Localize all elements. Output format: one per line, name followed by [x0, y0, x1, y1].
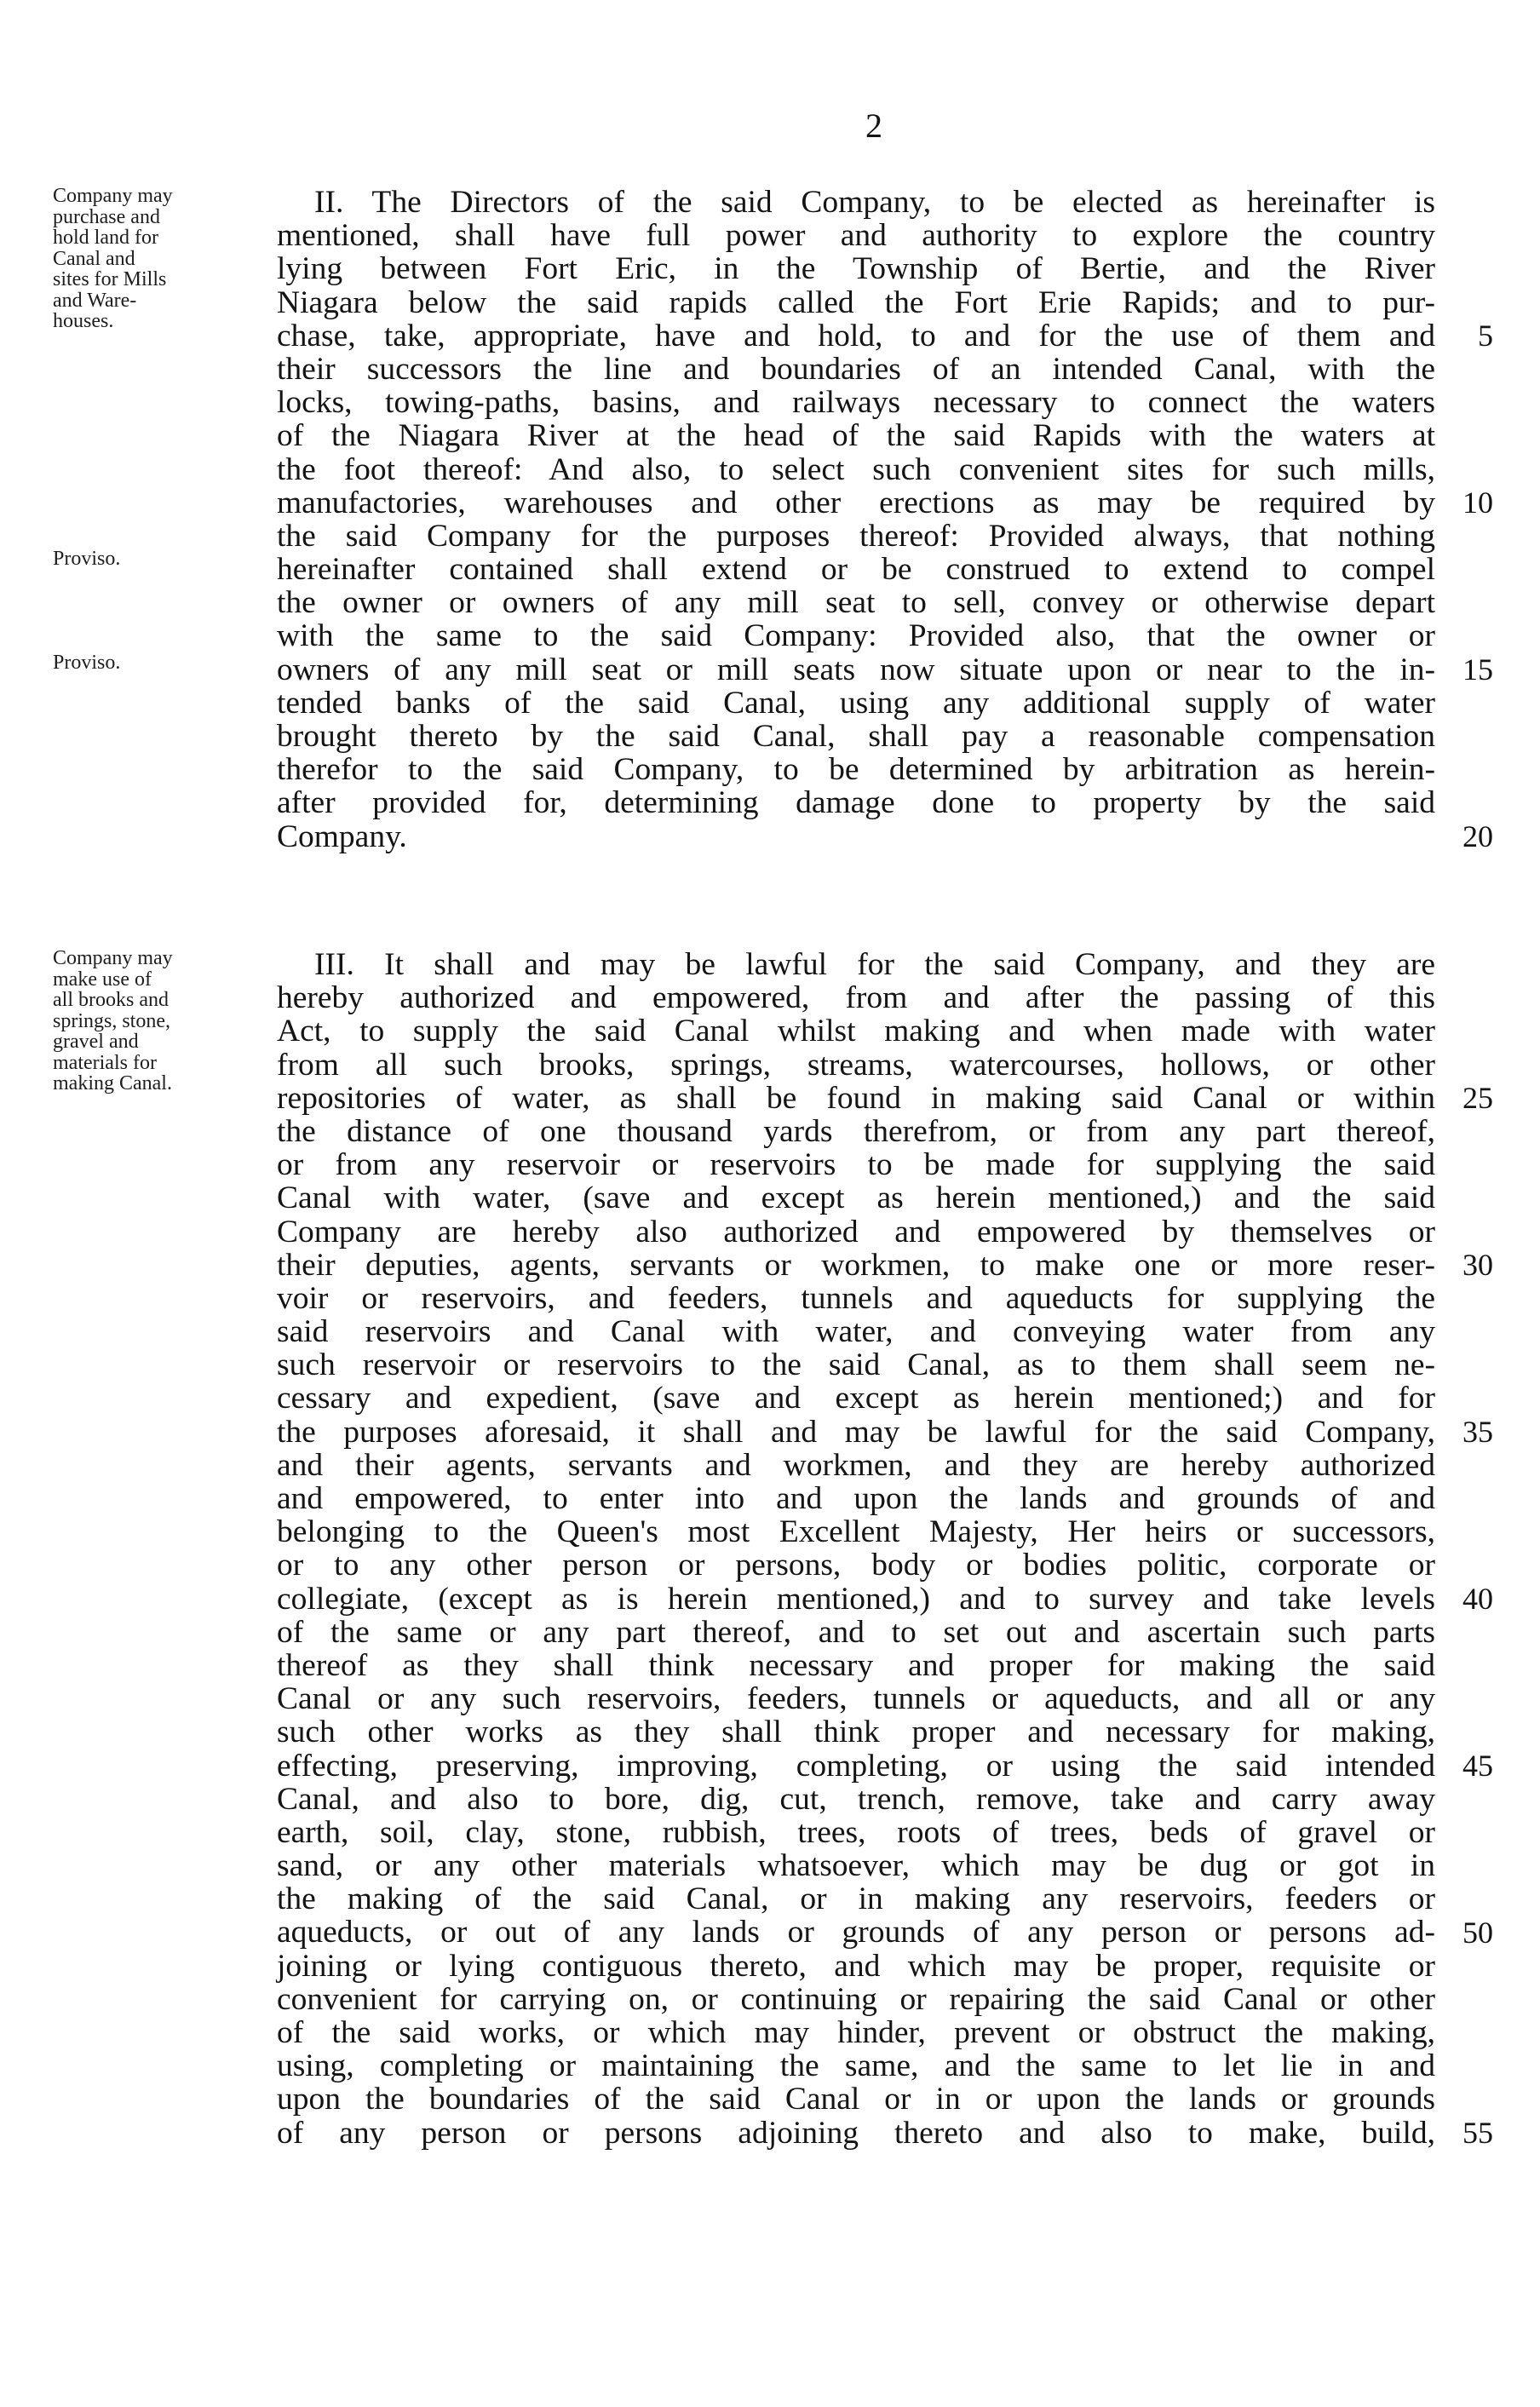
text-line: brought thereto by the said Canal, shall pay a reasonable compensation — [277, 719, 1435, 754]
text-line: effecting, preserving, improving, completing, or using the said intended — [277, 1748, 1435, 1784]
text-line: therefor to the said Company, to be determined by arbitration as herein- — [277, 752, 1435, 788]
line-number: 15 — [1462, 652, 1493, 686]
text-line: and their agents, servants and workmen, and they are hereby authorized — [277, 1447, 1435, 1483]
line-number: 25 — [1462, 1080, 1493, 1115]
sidenote-proviso-1 — [53, 549, 276, 570]
line-number: 50 — [1462, 1915, 1493, 1950]
sidenote-line: gravel and — [53, 1031, 139, 1053]
section-body — [277, 948, 1435, 2150]
text-line: locks, towing-paths, basins, and railways necessary to connect the waters — [277, 385, 1435, 421]
sidenote-line: Company may — [53, 185, 173, 207]
text-line: sand, or any other materials whatsoever, which may be dug or got in — [277, 1848, 1435, 1884]
text-line: Company. — [277, 819, 407, 854]
line-number: 35 — [1462, 1414, 1493, 1449]
text-line: their deputies, agents, servants or workmen, to make one or more reser- — [277, 1247, 1435, 1283]
section-body — [277, 186, 1435, 853]
line-number: 20 — [1462, 819, 1493, 853]
text-line: repositories of water, as shall be found in making said Canal or within — [277, 1080, 1435, 1116]
text-line: hereby authorized and empowered, from and after the passing of this — [277, 980, 1435, 1016]
text-line: cessary and expedient, (save and except as herein mentioned;) and for — [277, 1381, 1435, 1416]
text-line: and empowered, to enter into and upon the lands and grounds of and — [277, 1481, 1435, 1516]
sidenote-line: Proviso. — [53, 652, 121, 674]
text-line: mentioned, shall have full power and authority to explore the country — [277, 218, 1435, 254]
text-line: tended banks of the said Canal, using any additional supply of water — [277, 685, 1435, 721]
text-line: from all such brooks, springs, streams, watercourses, hollows, or other — [277, 1047, 1435, 1083]
sidenote-proviso-2 — [53, 652, 276, 674]
text-line: Niagara below the said rapids called the Fort Erie Rapids; and to pur- — [277, 284, 1435, 320]
line-number: 40 — [1462, 1581, 1493, 1616]
line-number: 30 — [1462, 1247, 1493, 1282]
text-line: of any person or persons adjoining thereto and also to make, build, — [277, 2115, 1435, 2151]
text-line: the foot thereof: And also, to select such convenient sites for such mills, — [277, 451, 1435, 487]
text-line: Canal, and also to bore, dig, cut, trench, remove, take and carry away — [277, 1781, 1435, 1817]
text-line: thereof as they shall think necessary and proper for making the said — [277, 1647, 1435, 1683]
text-line: using, completing or maintaining the same, and the same to let lie in and — [277, 2048, 1435, 2084]
text-line: the said Company for the purposes thereof: Provided always, that nothing — [277, 518, 1435, 554]
sidenote-company-may-purchase — [53, 186, 276, 332]
sidenote-line: sites for Mills — [53, 268, 167, 290]
sidenote-line: and Ware- — [53, 289, 137, 312]
text-line: the owner or owners of any mill seat to sell, convey or otherwise depart — [277, 585, 1435, 621]
text-line: after provided for, determining damage done to property by the said — [277, 785, 1435, 821]
sidenote-line: houses. — [53, 310, 114, 332]
text-line: of the same or any part thereof, and to set out and ascertain such parts — [277, 1614, 1435, 1650]
sidenote-line: Company may — [53, 947, 173, 969]
text-line: or to any other person or persons, body or bodies politic, corporate or — [277, 1548, 1435, 1583]
text-line: or from any reservoir or reservoirs to be made for supplying the said — [277, 1147, 1435, 1183]
text-line: chase, take, appropriate, have and hold, to and for the use of them and — [277, 318, 1435, 353]
text-line: the purposes aforesaid, it shall and may be lawful for the said Company, — [277, 1414, 1435, 1450]
text-line: collegiate, (except as is herein mentioned,) and to survey and take levels — [277, 1581, 1435, 1617]
text-line: such reservoir or reservoirs to the said Canal, as to them shall seem ne- — [277, 1347, 1435, 1383]
sidenote-line: all brooks and — [53, 989, 169, 1011]
text-line: Company are hereby also authorized and empowered by themselves or — [277, 1214, 1435, 1249]
sidenote-line: Proviso. — [53, 548, 121, 570]
page-number: 2 — [865, 106, 882, 145]
text-line: of the said works, or which may hinder, prevent or obstruct the making, — [277, 2015, 1435, 2050]
sidenote-line: springs, stone, — [53, 1009, 170, 1032]
text-line: the distance of one thousand yards therefrom, or from any part thereof, — [277, 1113, 1435, 1149]
text-line: III. It shall and may be lawful for the said Company, and they are — [314, 947, 1435, 982]
text-line: upon the boundaries of the said Canal or in or upon the lands or grounds — [277, 2082, 1435, 2117]
text-line: Canal or any such reservoirs, feeders, tunnels or aqueducts, and all or any — [277, 1681, 1435, 1717]
text-line: lying between Fort Eric, in the Township of Bertie, and the River — [277, 251, 1435, 287]
text-line: convenient for carrying on, or continuing or repairing the said Canal or other — [277, 1981, 1435, 2017]
text-line: of the Niagara River at the head of the said Rapids with the waters at — [277, 418, 1435, 454]
text-line: owners of any mill seat or mill seats now situate upon or near to the in- — [277, 652, 1435, 687]
sidenote-company-may-make-use — [53, 948, 276, 1094]
text-line: earth, soil, clay, stone, rubbish, trees, roots of trees, beds of gravel or — [277, 1814, 1435, 1850]
line-number: 10 — [1462, 485, 1493, 520]
text-line: belonging to the Queen's most Excellent Majesty, Her heirs or successors, — [277, 1514, 1435, 1550]
line-number: 55 — [1462, 2116, 1493, 2150]
line-number: 45 — [1462, 1748, 1493, 1783]
sidenote-line: materials for — [53, 1051, 157, 1074]
text-line: voir or reservoirs, and feeders, tunnels and aqueducts for supplying the — [277, 1280, 1435, 1316]
text-line: with the same to the said Company: Provided also, that the owner or — [277, 618, 1435, 654]
sidenote-line: purchase and — [53, 205, 160, 228]
text-line: aqueducts, or out of any lands or grounds of any person or persons ad- — [277, 1915, 1435, 1950]
text-line: II. The Directors of the said Company, to be elected as hereinafter is — [314, 185, 1435, 220]
text-line: the making of the said Canal, or in making any reservoirs, feeders or — [277, 1881, 1435, 1917]
text-line: hereinafter contained shall extend or be construed to extend to compel — [277, 552, 1435, 588]
text-line: Act, to supply the said Canal whilst making and when made with water — [277, 1014, 1435, 1049]
text-line: joining or lying contiguous thereto, and which may be proper, requisite or — [277, 1948, 1435, 1984]
sidenote-line: making Canal. — [53, 1072, 172, 1094]
text-line: said reservoirs and Canal with water, and conveying water from any — [277, 1314, 1435, 1350]
text-line: their successors the line and boundaries of an intended Canal, with the — [277, 351, 1435, 387]
text-line: Canal with water, (save and except as herein mentioned,) and the said — [277, 1181, 1435, 1216]
sidenote-line: hold land for — [53, 227, 158, 249]
line-number: 5 — [1478, 318, 1493, 353]
sidenote-line: make use of — [53, 968, 152, 991]
sidenote-line: Canal and — [53, 247, 135, 270]
text-line: manufactories, warehouses and other erections as may be required by — [277, 485, 1435, 520]
text-line: such other works as they shall think proper and necessary for making, — [277, 1715, 1435, 1750]
